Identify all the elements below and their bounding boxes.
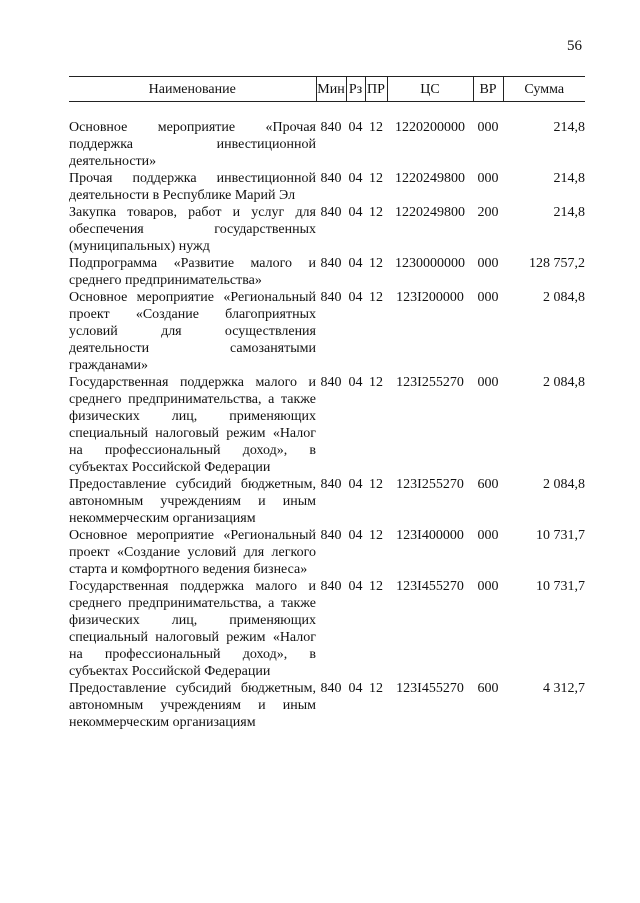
header-min: Мин bbox=[316, 77, 346, 102]
table-row bbox=[69, 102, 585, 171]
row-vr: 000 bbox=[477, 579, 499, 594]
row-vr: 000 bbox=[477, 120, 499, 135]
row-cs: 123I455270 bbox=[396, 579, 464, 594]
row-vr: 000 bbox=[477, 256, 499, 271]
header-vr: ВР bbox=[473, 77, 503, 102]
row-cs: 1220249800 bbox=[395, 205, 465, 220]
header-name: Наименование bbox=[69, 77, 316, 102]
row-cs: 1220249800 bbox=[395, 171, 465, 186]
row-vr: 600 bbox=[477, 477, 499, 492]
row-min: 840 bbox=[320, 171, 342, 186]
header-cs: ЦС bbox=[387, 77, 473, 102]
row-name: Государственная поддержка малого и среднего предпринимательства, а также физических лиц, применяющих специальный налоговый режим «Налог на профессиональный доход», в субъектах Российской Федерации bbox=[69, 579, 316, 679]
row-min: 840 bbox=[320, 120, 342, 135]
row-name: Государственная поддержка малого и среднего предпринимательства, а также физических лиц, применяющих специальный налоговый режим «Налог на профессиональный доход», в субъектах Российской Федерации bbox=[69, 375, 316, 475]
row-vr: 200 bbox=[477, 205, 499, 220]
row-rz: 04 bbox=[348, 375, 363, 390]
row-rz: 04 bbox=[348, 205, 363, 220]
table-row bbox=[69, 170, 585, 204]
row-rz: 04 bbox=[348, 477, 363, 492]
row-pr: 12 bbox=[369, 205, 383, 220]
row-rz: 04 bbox=[348, 579, 363, 594]
row-pr: 12 bbox=[369, 528, 383, 543]
table-row bbox=[69, 255, 585, 289]
row-name: Прочая поддержка инвестиционной деятельности в Республике Марий Эл bbox=[69, 171, 316, 203]
row-min: 840 bbox=[320, 290, 342, 305]
table-row bbox=[69, 578, 585, 680]
row-name: Основное мероприятие «Региональный проект «Создание благоприятных условий для осуществления деятельности самозанятыми гражданами» bbox=[69, 290, 316, 373]
row-cs: 1220200000 bbox=[395, 120, 465, 135]
row-rz: 04 bbox=[348, 528, 363, 543]
row-rz: 04 bbox=[348, 171, 363, 186]
row-pr: 12 bbox=[369, 290, 383, 305]
row-min: 840 bbox=[320, 256, 342, 271]
row-min: 840 bbox=[320, 375, 342, 390]
row-rz: 04 bbox=[348, 256, 363, 271]
row-rz: 04 bbox=[348, 290, 363, 305]
header-pr: ПР bbox=[365, 77, 387, 102]
row-vr: 000 bbox=[477, 528, 499, 543]
row-sum: 2 084,8 bbox=[543, 290, 585, 305]
row-pr: 12 bbox=[369, 375, 383, 390]
row-sum: 214,8 bbox=[553, 205, 585, 220]
row-sum: 128 757,2 bbox=[529, 256, 585, 271]
row-name: Основное мероприятие «Региональный проект «Создание условий для легкого старта и комфортного ведения бизнеса» bbox=[69, 528, 316, 577]
row-pr: 12 bbox=[369, 681, 383, 696]
row-cs: 1230000000 bbox=[395, 256, 465, 271]
row-min: 840 bbox=[320, 579, 342, 594]
row-sum: 10 731,7 bbox=[536, 528, 585, 543]
header-sum: Сумма bbox=[503, 77, 585, 102]
row-min: 840 bbox=[320, 477, 342, 492]
row-vr: 000 bbox=[477, 171, 499, 186]
row-rz: 04 bbox=[348, 681, 363, 696]
row-sum: 214,8 bbox=[553, 171, 585, 186]
table-row bbox=[69, 204, 585, 255]
row-cs: 123I255270 bbox=[396, 375, 464, 390]
table-row bbox=[69, 289, 585, 374]
header-rz: Рз bbox=[346, 77, 365, 102]
page-number: 56 bbox=[567, 38, 582, 54]
row-vr: 600 bbox=[477, 681, 499, 696]
row-pr: 12 bbox=[369, 256, 383, 271]
row-sum: 2 084,8 bbox=[543, 375, 585, 390]
row-pr: 12 bbox=[369, 477, 383, 492]
row-cs: 123I400000 bbox=[396, 528, 464, 543]
table-header-row bbox=[69, 77, 585, 102]
row-name: Предоставление субсидий бюджетным, автономным учреждениям и иным некоммерческим организациям bbox=[69, 477, 316, 526]
table-row bbox=[69, 527, 585, 578]
row-name: Закупка товаров, работ и услуг для обеспечения государственных (муниципальных) нужд bbox=[69, 205, 316, 254]
row-sum: 214,8 bbox=[553, 120, 585, 135]
row-rz: 04 bbox=[348, 120, 363, 135]
row-cs: 123I255270 bbox=[396, 477, 464, 492]
row-min: 840 bbox=[320, 681, 342, 696]
row-sum: 4 312,7 bbox=[543, 681, 585, 696]
row-cs: 123I455270 bbox=[396, 681, 464, 696]
row-vr: 000 bbox=[477, 290, 499, 305]
row-cs: 123I200000 bbox=[396, 290, 464, 305]
table-row bbox=[69, 680, 585, 731]
row-name: Подпрограмма «Развитие малого и среднего предпринимательства» bbox=[69, 256, 316, 288]
row-min: 840 bbox=[320, 528, 342, 543]
row-pr: 12 bbox=[369, 120, 383, 135]
table-row bbox=[69, 374, 585, 476]
row-sum: 2 084,8 bbox=[543, 477, 585, 492]
budget-table bbox=[69, 76, 585, 731]
table-row bbox=[69, 476, 585, 527]
row-vr: 000 bbox=[477, 375, 499, 390]
row-pr: 12 bbox=[369, 171, 383, 186]
row-sum: 10 731,7 bbox=[536, 579, 585, 594]
row-name: Предоставление субсидий бюджетным, автономным учреждениям и иным некоммерческим организациям bbox=[69, 681, 316, 730]
row-pr: 12 bbox=[369, 579, 383, 594]
row-min: 840 bbox=[320, 205, 342, 220]
row-name: Основное мероприятие «Прочая поддержка инвестиционной деятельности» bbox=[69, 120, 316, 169]
